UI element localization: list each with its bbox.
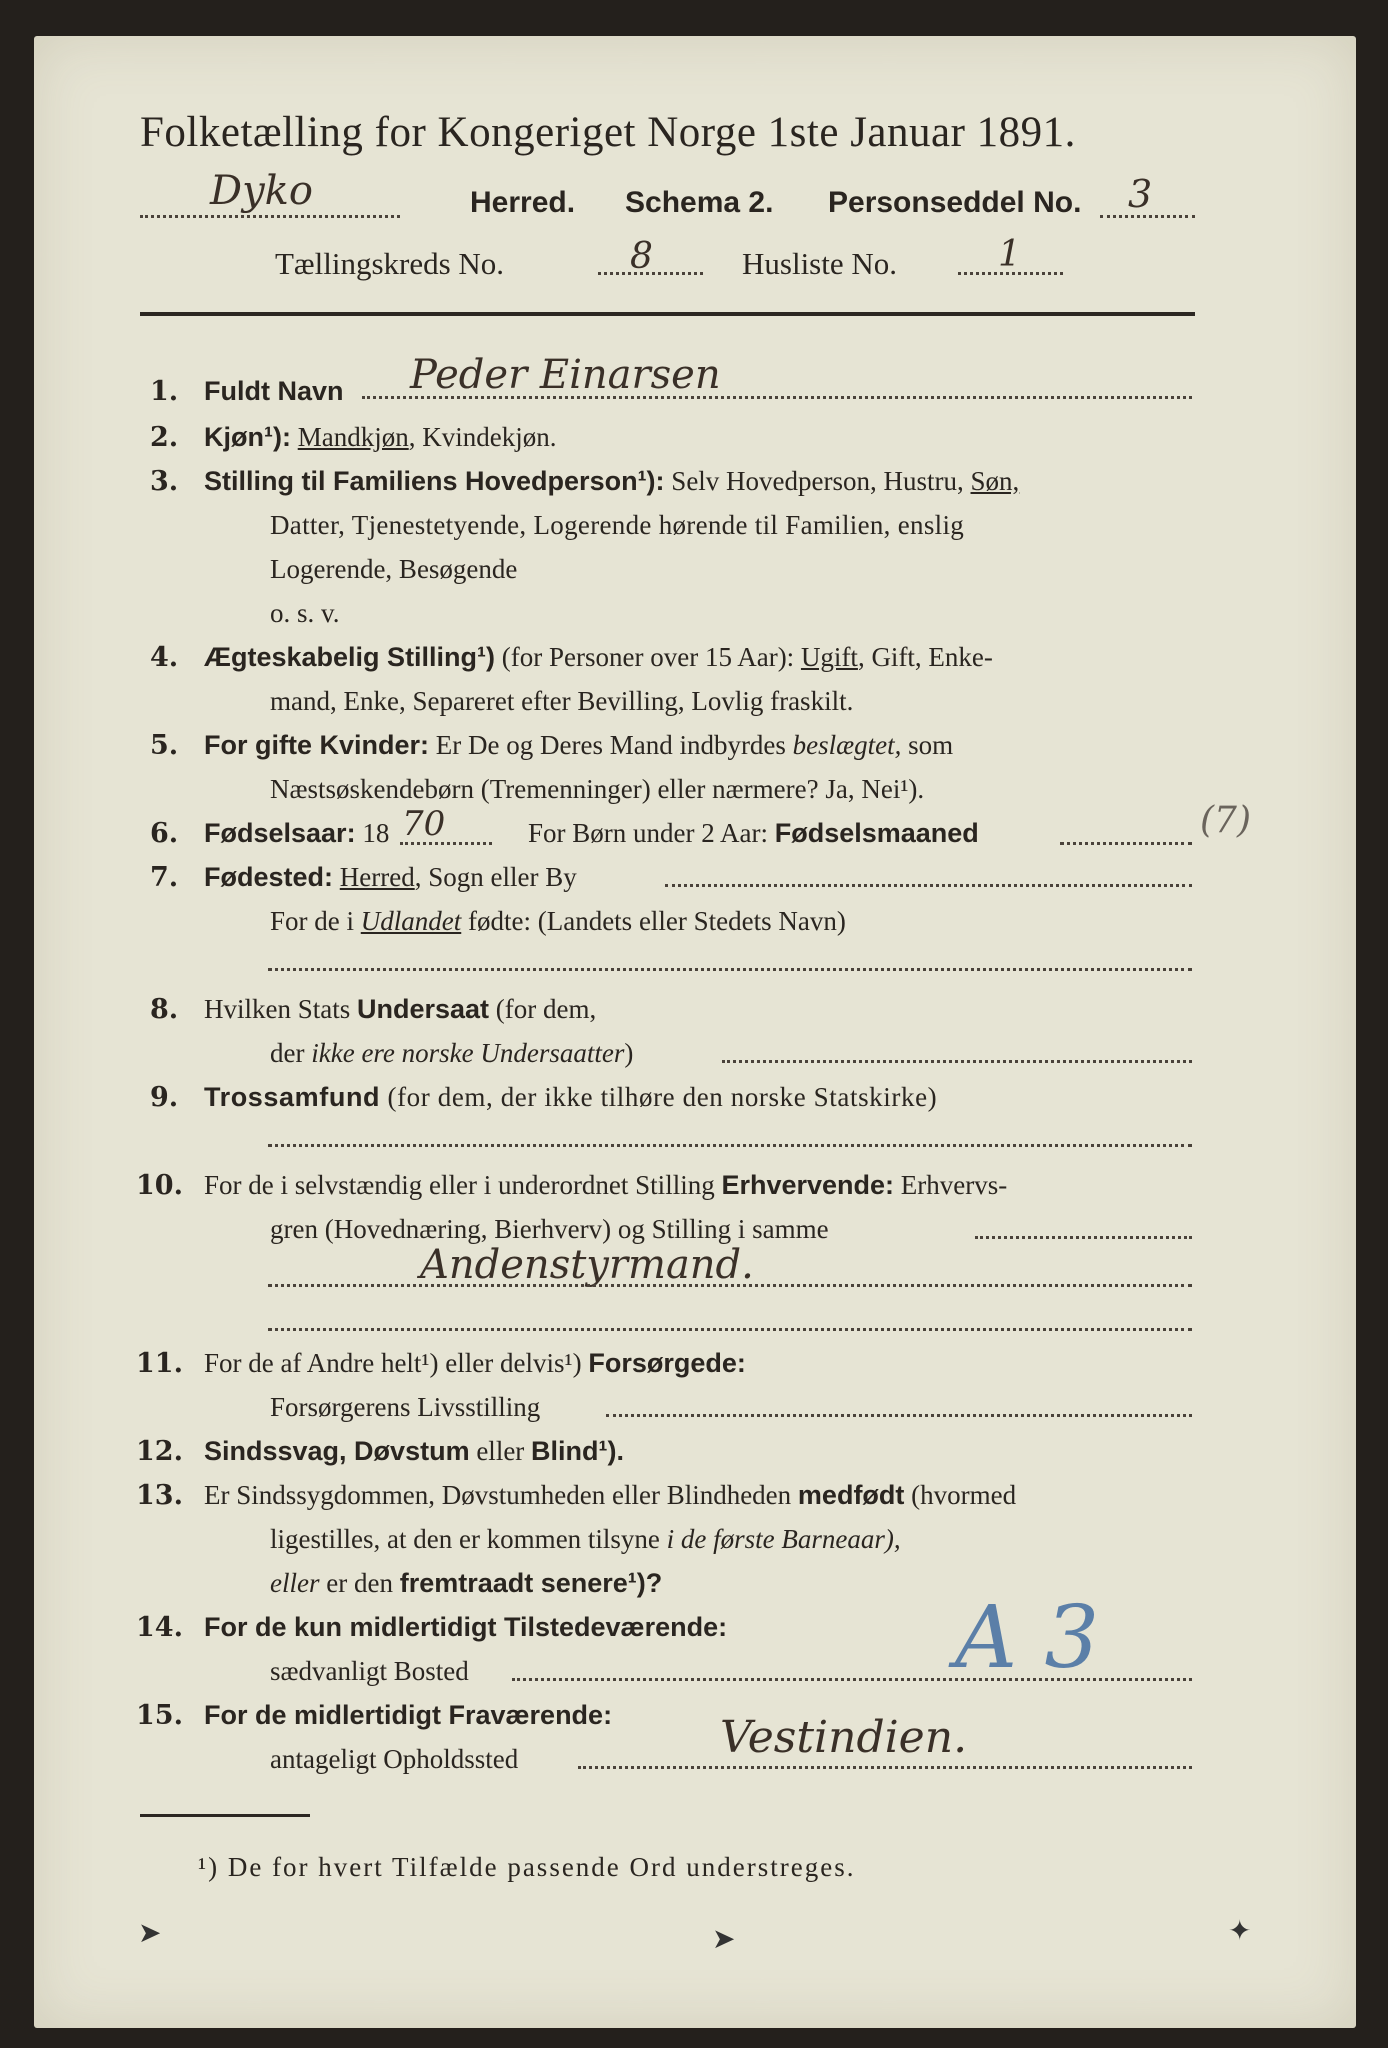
footnote: ¹) De for hvert Tilfælde passende Ord understreges.: [198, 1852, 856, 1882]
relation-line-4: o. s. v.: [270, 598, 340, 628]
disability-eller: eller: [476, 1436, 525, 1466]
occupation-row: [204, 1170, 1007, 1201]
citizenship-line-2: [270, 1038, 633, 1069]
item-number-6: 6.: [150, 818, 179, 849]
birthmonth-label: Fødselsmaaned: [774, 818, 979, 848]
occupation-line-2: gren (Hovednæring, Bierhverv) og Stilling i samme: [270, 1214, 829, 1244]
relation-row: [204, 466, 1019, 497]
personseddel-value: 3: [1128, 172, 1153, 216]
religion-row: [204, 1082, 937, 1113]
disability-label: Sindssvag, Døvstum: [204, 1436, 470, 1466]
disability-blind: Blind¹).: [531, 1436, 625, 1466]
registration-mark-center: ➤: [712, 1922, 736, 1955]
foreign-birth-text: fødte: (Landets eller Stedets Navn): [468, 906, 846, 936]
gender-label: Kjøn¹):: [204, 422, 291, 452]
marital-row: [204, 642, 993, 673]
gender-option-female: , Kvindekjøn.: [408, 422, 557, 452]
probable-residence-dotted-line: [578, 1766, 1192, 1769]
item-number-14: 14.: [136, 1612, 183, 1643]
occupation-suffix: Erhvervs-: [900, 1170, 1008, 1200]
item-number-11: 11.: [136, 1348, 183, 1379]
relation-line-2: Datter, Tjenestetyende, Logerende hørende til Familien, enslig: [270, 510, 965, 540]
relation-selected: Søn,: [970, 466, 1020, 496]
temporary-absent-label: For de midlertidigt Fraværende:: [204, 1700, 613, 1730]
herred-dotted-line: [140, 215, 400, 218]
item-number-8: 8.: [150, 994, 179, 1025]
full-name-label: Fuldt Navn: [204, 376, 344, 406]
foreign-birth-row: [270, 906, 846, 937]
related-italic: beslægtet,: [792, 730, 902, 760]
item-number-2: 2.: [150, 422, 179, 453]
item-number-5: 5.: [150, 730, 179, 761]
citizenship-dotted-line: [722, 1060, 1192, 1063]
birthmonth-note: For Børn under 2 Aar:: [528, 818, 768, 848]
occupation-dotted-line-3: [268, 1328, 1192, 1331]
item-number-1: 1.: [150, 376, 179, 407]
item-number-15: 15.: [136, 1700, 183, 1731]
gender-option-male: Mandkjøn: [297, 422, 409, 452]
item-number-7: 7.: [150, 862, 179, 893]
supported-prefix: For de af Andre helt¹) eller delvis¹): [204, 1348, 582, 1378]
herred-value: Dyko: [210, 168, 313, 214]
relation-line-3: Logerende, Besøgende: [270, 554, 518, 584]
birthplace-label: Fødested:: [204, 862, 334, 892]
birthplace-selected: Herred: [339, 862, 415, 892]
religion-note: (for dem, der ikke tilhøre den norske Statskirke): [387, 1082, 938, 1112]
religion-label: Trossamfund: [204, 1082, 381, 1112]
citizenship-note: (for dem,: [495, 994, 597, 1024]
birthmonth-row: [528, 818, 979, 849]
occupation-value: Andenstyrmand.: [420, 1242, 754, 1288]
registration-mark-right: ✦: [1228, 1914, 1252, 1947]
birthyear-label: Fødselsaar:: [204, 818, 356, 848]
husliste-label: Husliste No.: [742, 246, 897, 281]
item-number-9: 9.: [150, 1082, 179, 1113]
disability-row: [204, 1436, 624, 1467]
related-som: som: [908, 730, 954, 760]
foreign-birth-prefix: For de i: [270, 906, 354, 936]
item-number-10: 10.: [136, 1170, 183, 1201]
item-number-4: 4.: [150, 642, 179, 673]
taellingskreds-value: 8: [630, 236, 653, 277]
birthyear-row: [204, 818, 389, 849]
usual-residence-label: sædvanligt Bosted: [270, 1656, 469, 1686]
occupation-label: Erhvervende:: [721, 1170, 895, 1200]
marital-options: , Gift, Enke-: [857, 642, 993, 672]
congenital-line-3b: er den: [326, 1568, 393, 1598]
full-name-value: Peder Einarsen: [410, 352, 721, 398]
related-row: [204, 730, 953, 761]
birthplace-dotted-line: [665, 884, 1192, 887]
occupation-dotted-line-2: [268, 1284, 1192, 1287]
marital-note: (for Personer over 15 Aar):: [501, 642, 795, 672]
birthplace-options: , Sogn eller By: [414, 862, 577, 892]
relation-label: Stilling til Familiens Hovedperson¹):: [204, 466, 665, 496]
congenital-line-3: [270, 1568, 662, 1599]
relation-options: Selv Hovedperson, Hustru,: [671, 466, 964, 496]
congenital-line-2a: ligestilles, at den er kommen tilsyne: [270, 1524, 660, 1554]
herred-label: Herred.: [470, 186, 576, 219]
marital-line-2: mand, Enke, Separeret efter Bevilling, Lovlig fraskilt.: [270, 686, 854, 716]
related-label: For gifte Kvinder:: [204, 730, 430, 760]
probable-residence-label: antageligt Opholdssted: [270, 1744, 519, 1774]
citizenship-close: ): [624, 1038, 634, 1068]
birthyear-prefix: 18: [362, 818, 390, 848]
taellingskreds-label: Tællingskreds No.: [275, 246, 505, 281]
congenital-line-2: [270, 1524, 901, 1555]
congenital-suffix: (hvormed: [911, 1480, 1017, 1510]
schema-label: Schema 2.: [625, 186, 774, 219]
congenital-line-2b: i de første Barneaar),: [666, 1524, 901, 1554]
item-number-12: 12.: [136, 1436, 183, 1467]
foreign-birth-dotted-line: [268, 968, 1192, 971]
probable-residence-value: Vestindien.: [720, 1712, 968, 1763]
marital-selected: Ugift: [800, 642, 858, 672]
temporary-present-label: For de kun midlertidigt Tilstedeværende:: [204, 1612, 728, 1642]
congenital-line-3c: fremtraadt senere¹)?: [399, 1568, 663, 1598]
birthyear-value: 70: [402, 804, 446, 844]
birthmonth-pencil-note: (7): [1200, 800, 1251, 841]
item-number-13: 13.: [136, 1480, 183, 1511]
gender-row: [204, 422, 556, 453]
husliste-value: 1: [998, 234, 1021, 275]
citizenship-der: der: [270, 1038, 305, 1068]
foreign-birth-italic: Udlandet: [360, 906, 462, 936]
birthmonth-dotted-line: [1060, 842, 1192, 845]
form-title: Folketælling for Kongeriget Norge 1ste Januar 1891.: [140, 109, 1076, 156]
item-number-3: 3.: [150, 466, 179, 497]
header-rule: [140, 312, 1195, 316]
supporter-occupation-label: Forsørgerens Livsstilling: [270, 1392, 541, 1422]
registration-mark-left: ➤: [138, 1916, 162, 1949]
birthplace-row: [204, 862, 577, 893]
citizenship-row: [204, 994, 596, 1025]
stamp-mark: A 3: [955, 1588, 1100, 1688]
citizenship-label: Undersaat: [357, 994, 490, 1024]
congenital-label: medfødt: [797, 1480, 905, 1510]
occupation-prefix: For de i selvstændig eller i underordnet Stilling: [204, 1170, 715, 1200]
footnote-rule: [140, 1814, 310, 1817]
related-question: Er De og Deres Mand indbyrdes: [435, 730, 786, 760]
supported-label: Forsørgede:: [588, 1348, 746, 1378]
supporter-dotted-line: [606, 1414, 1192, 1417]
congenital-line-3a: eller: [270, 1568, 320, 1598]
citizenship-prefix: Hvilken Stats: [204, 994, 351, 1024]
congenital-prefix: Er Sindssygdommen, Døvstumheden eller Blindheden: [204, 1480, 792, 1510]
citizenship-italic: ikke ere norske Undersaatter: [311, 1038, 625, 1068]
related-line-2: Næstsøskendebørn (Tremenninger) eller nærmere? Ja, Nei¹).: [270, 774, 925, 804]
occupation-dotted-line-1: [975, 1236, 1192, 1239]
personseddel-label: Personseddel No.: [828, 186, 1082, 219]
religion-dotted-line: [268, 1144, 1192, 1147]
marital-label: Ægteskabelig Stilling¹): [204, 642, 496, 672]
supported-row: [204, 1348, 746, 1379]
congenital-row: [204, 1480, 1016, 1511]
